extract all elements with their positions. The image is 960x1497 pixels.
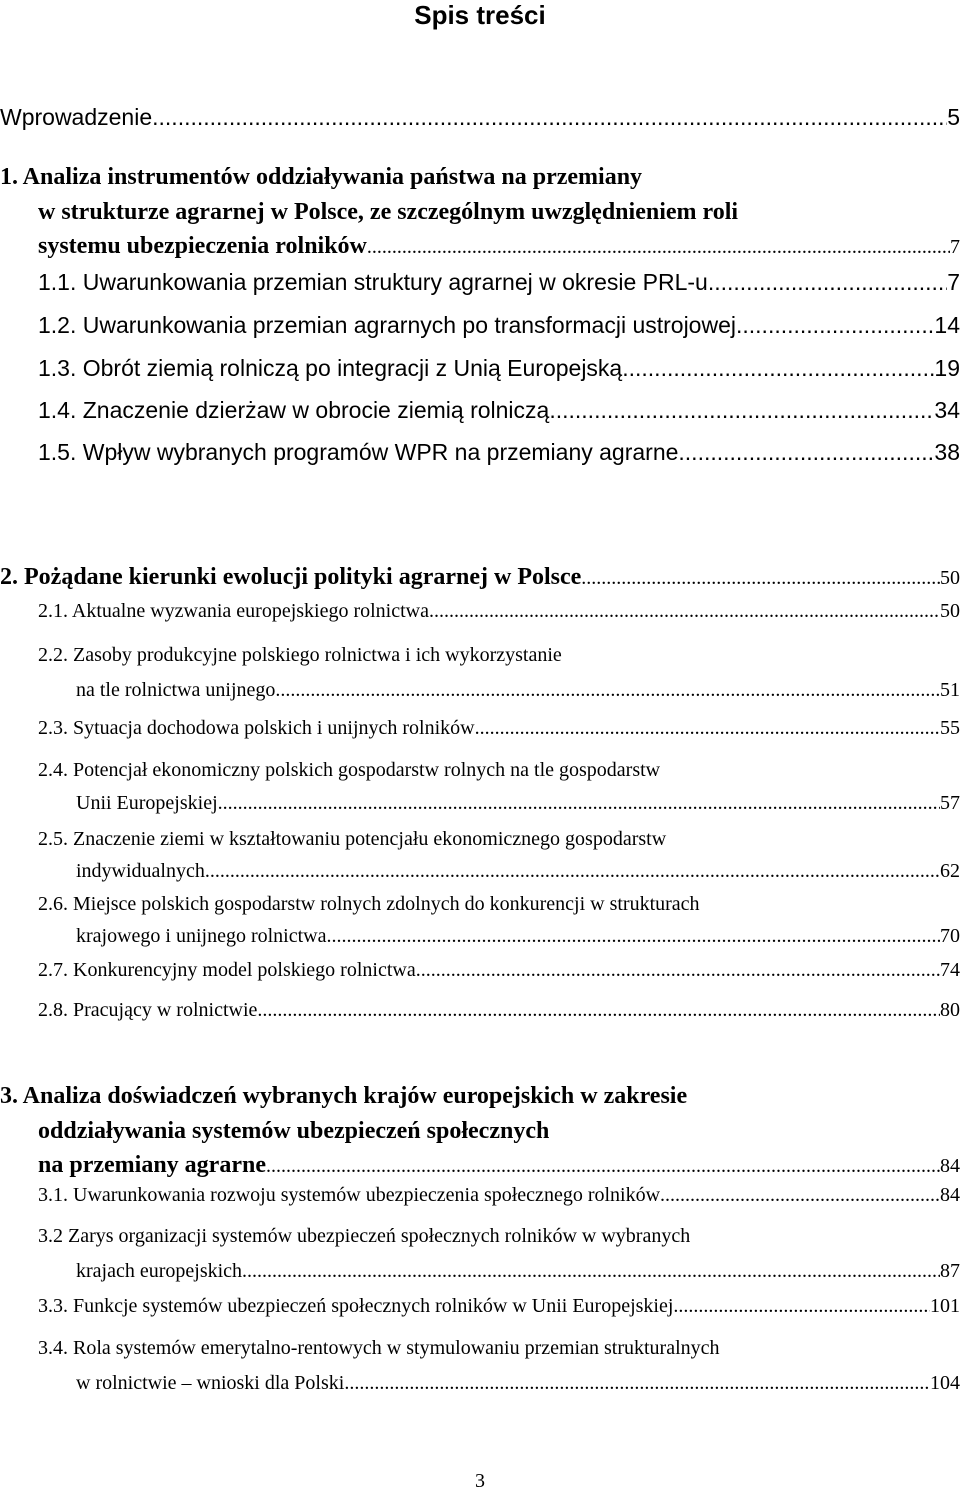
toc-section-label: 2.7. Konkurencyjny model polskiego rolnictwa bbox=[38, 959, 416, 981]
toc-page: 51 bbox=[940, 679, 960, 701]
toc-section-label: 1.1. Uwarunkowania przemian struktury agrarnej w okresie PRL-u bbox=[38, 269, 708, 295]
toc-page: 57 bbox=[940, 792, 960, 814]
toc-chapter-3[interactable] bbox=[38, 1148, 960, 1183]
toc-section-1-2[interactable] bbox=[38, 309, 960, 341]
toc-page: 104 bbox=[930, 1372, 960, 1394]
toc-section-label: 2.1. Aktualne wyzwania europejskiego rolnictwa bbox=[38, 600, 429, 622]
toc-leader bbox=[581, 561, 940, 595]
toc-section-2-6-line1[interactable]: 2.6. Miejsce polskich gospodarstw rolnych zdolnych do konkurencji w strukturach bbox=[38, 893, 700, 915]
toc-page: 80 bbox=[940, 999, 960, 1021]
toc-page: 55 bbox=[940, 717, 960, 739]
toc-leader bbox=[673, 1291, 930, 1321]
toc-chapter-3-line3: na przemiany agrarne bbox=[38, 1152, 266, 1178]
toc-leader bbox=[475, 713, 940, 743]
toc-section-label: 1.3. Obrót ziemią rolniczą po integracji z Unią Europejską bbox=[38, 355, 623, 381]
toc-section-2-2-line1[interactable]: 2.2. Zasoby produkcyjne polskiego rolnictwa i ich wykorzystanie bbox=[38, 644, 562, 666]
toc-leader bbox=[327, 921, 941, 951]
toc-section-label: na tle rolnictwa unijnego bbox=[76, 679, 276, 701]
toc-leader bbox=[257, 995, 940, 1025]
toc-section-3-4-line1[interactable]: 3.4. Rola systemów emerytalno-rentowych w stymulowaniu przemian strukturalnych bbox=[38, 1337, 720, 1359]
toc-leader bbox=[736, 309, 934, 341]
toc-leader bbox=[622, 352, 934, 384]
page-title: Spis treści bbox=[414, 0, 546, 30]
toc-section-2-6[interactable] bbox=[76, 921, 960, 951]
toc-section-label: 2.3. Sytuacja dochodowa polskich i unijnych rolników bbox=[38, 717, 475, 739]
toc-leader bbox=[708, 266, 947, 298]
toc-section-3-4[interactable] bbox=[76, 1368, 960, 1398]
toc-section-2-8[interactable] bbox=[38, 995, 960, 1025]
toc-section-label: indywidualnych bbox=[76, 860, 205, 882]
toc-leader bbox=[344, 1368, 930, 1398]
toc-section-label: krajach europejskich bbox=[76, 1260, 243, 1282]
toc-leader bbox=[678, 436, 934, 468]
toc-chapter-1[interactable] bbox=[38, 229, 960, 264]
toc-section-1-5[interactable] bbox=[38, 436, 960, 468]
toc-leader bbox=[242, 1256, 940, 1286]
toc-page: 84 bbox=[940, 1155, 960, 1177]
toc-page: 7 bbox=[947, 269, 960, 295]
toc-page: 5 bbox=[947, 104, 960, 130]
toc-page: 19 bbox=[934, 355, 960, 381]
toc-section-3-3[interactable] bbox=[38, 1291, 960, 1321]
toc-page: 62 bbox=[940, 860, 960, 882]
toc-section-3-1[interactable] bbox=[38, 1180, 960, 1210]
toc-intro[interactable] bbox=[0, 101, 960, 133]
toc-page: 74 bbox=[940, 959, 960, 981]
toc-section-1-4[interactable] bbox=[38, 394, 960, 426]
toc-section-label: 1.5. Wpływ wybranych programów WPR na przemiany agrarne bbox=[38, 439, 679, 465]
toc-page: 84 bbox=[940, 1184, 960, 1206]
toc-page: 50 bbox=[940, 567, 960, 589]
toc-section-label: 3.1. Uwarunkowania rozwoju systemów ubezpieczenia społecznego rolników bbox=[38, 1184, 661, 1206]
toc-page: 50 bbox=[940, 600, 960, 622]
toc-section-1-1[interactable] bbox=[38, 266, 960, 298]
toc-section-2-7[interactable] bbox=[38, 955, 960, 985]
toc-section-1-3[interactable] bbox=[38, 352, 960, 384]
toc-leader bbox=[660, 1180, 940, 1210]
toc-section-2-2[interactable] bbox=[76, 675, 960, 705]
toc-page: 34 bbox=[934, 397, 960, 423]
toc-section-2-3[interactable] bbox=[38, 713, 960, 743]
toc-chapter-3-line1[interactable]: 3. Analiza doświadczeń wybranych krajów europejskich w zakresie bbox=[0, 1083, 688, 1109]
toc-section-label: 1.2. Uwarunkowania przemian agrarnych po transformacji ustrojowej bbox=[38, 312, 736, 338]
toc-chapter-2-label: 2. Pożądane kierunki ewolucji polityki agrarnej w Polsce bbox=[0, 564, 582, 590]
toc-leader bbox=[218, 788, 940, 818]
toc-section-2-5[interactable] bbox=[76, 856, 960, 886]
toc-section-3-2[interactable] bbox=[76, 1256, 960, 1286]
toc-section-label: 3.3. Funkcje systemów ubezpieczeń społecznych rolników w Unii Europejskiej bbox=[38, 1295, 674, 1317]
toc-leader bbox=[367, 230, 950, 264]
toc-leader bbox=[266, 1149, 940, 1183]
toc-chapter-1-line1[interactable]: 1. Analiza instrumentów oddziaływania państwa na przemiany bbox=[0, 164, 643, 190]
toc-section-2-1[interactable] bbox=[38, 596, 960, 626]
toc-leader bbox=[416, 955, 940, 985]
toc-chapter-2[interactable] bbox=[0, 560, 960, 595]
toc-leader bbox=[549, 394, 934, 426]
toc-leader bbox=[429, 596, 940, 626]
toc-section-2-5-line1[interactable]: 2.5. Znaczenie ziemi w kształtowaniu potencjału ekonomicznego gospodarstw bbox=[38, 828, 667, 850]
toc-page: 14 bbox=[934, 312, 960, 338]
toc-intro-label: Wprowadzenie bbox=[0, 104, 153, 130]
toc-page: 7 bbox=[950, 236, 960, 258]
toc-leader bbox=[152, 101, 947, 133]
toc-page: 87 bbox=[940, 1260, 960, 1282]
toc-section-2-4[interactable] bbox=[76, 788, 960, 818]
toc-leader bbox=[275, 675, 940, 705]
toc-section-label: 1.4. Znaczenie dzierżaw w obrocie ziemią rolniczą bbox=[38, 397, 550, 423]
page-number: 3 bbox=[475, 1470, 485, 1492]
toc-chapter-1-line3: systemu ubezpieczenia rolników bbox=[38, 233, 367, 259]
toc-section-3-2-line1[interactable]: 3.2 Zarys organizacji systemów ubezpieczeń społecznych rolników w wybranych bbox=[38, 1225, 691, 1247]
toc-page: 70 bbox=[940, 925, 960, 947]
toc-page: 101 bbox=[930, 1295, 960, 1317]
toc-page: 38 bbox=[934, 439, 960, 465]
toc-section-2-4-line1[interactable]: 2.4. Potencjał ekonomiczny polskich gospodarstw rolnych na tle gospodarstw bbox=[38, 759, 661, 781]
toc-section-label: krajowego i unijnego rolnictwa bbox=[76, 925, 327, 947]
toc-leader bbox=[205, 856, 940, 886]
toc-section-label: w rolnictwie – wnioski dla Polski bbox=[76, 1372, 345, 1394]
toc-section-label: Unii Europejskiej bbox=[76, 792, 218, 814]
toc-chapter-3-line2[interactable]: oddziaływania systemów ubezpieczeń społecznych bbox=[38, 1118, 550, 1144]
toc-chapter-1-line2[interactable]: w strukturze agrarnej w Polsce, ze szczególnym uwzględnieniem roli bbox=[38, 199, 739, 225]
toc-section-label: 2.8. Pracujący w rolnictwie bbox=[38, 999, 258, 1021]
